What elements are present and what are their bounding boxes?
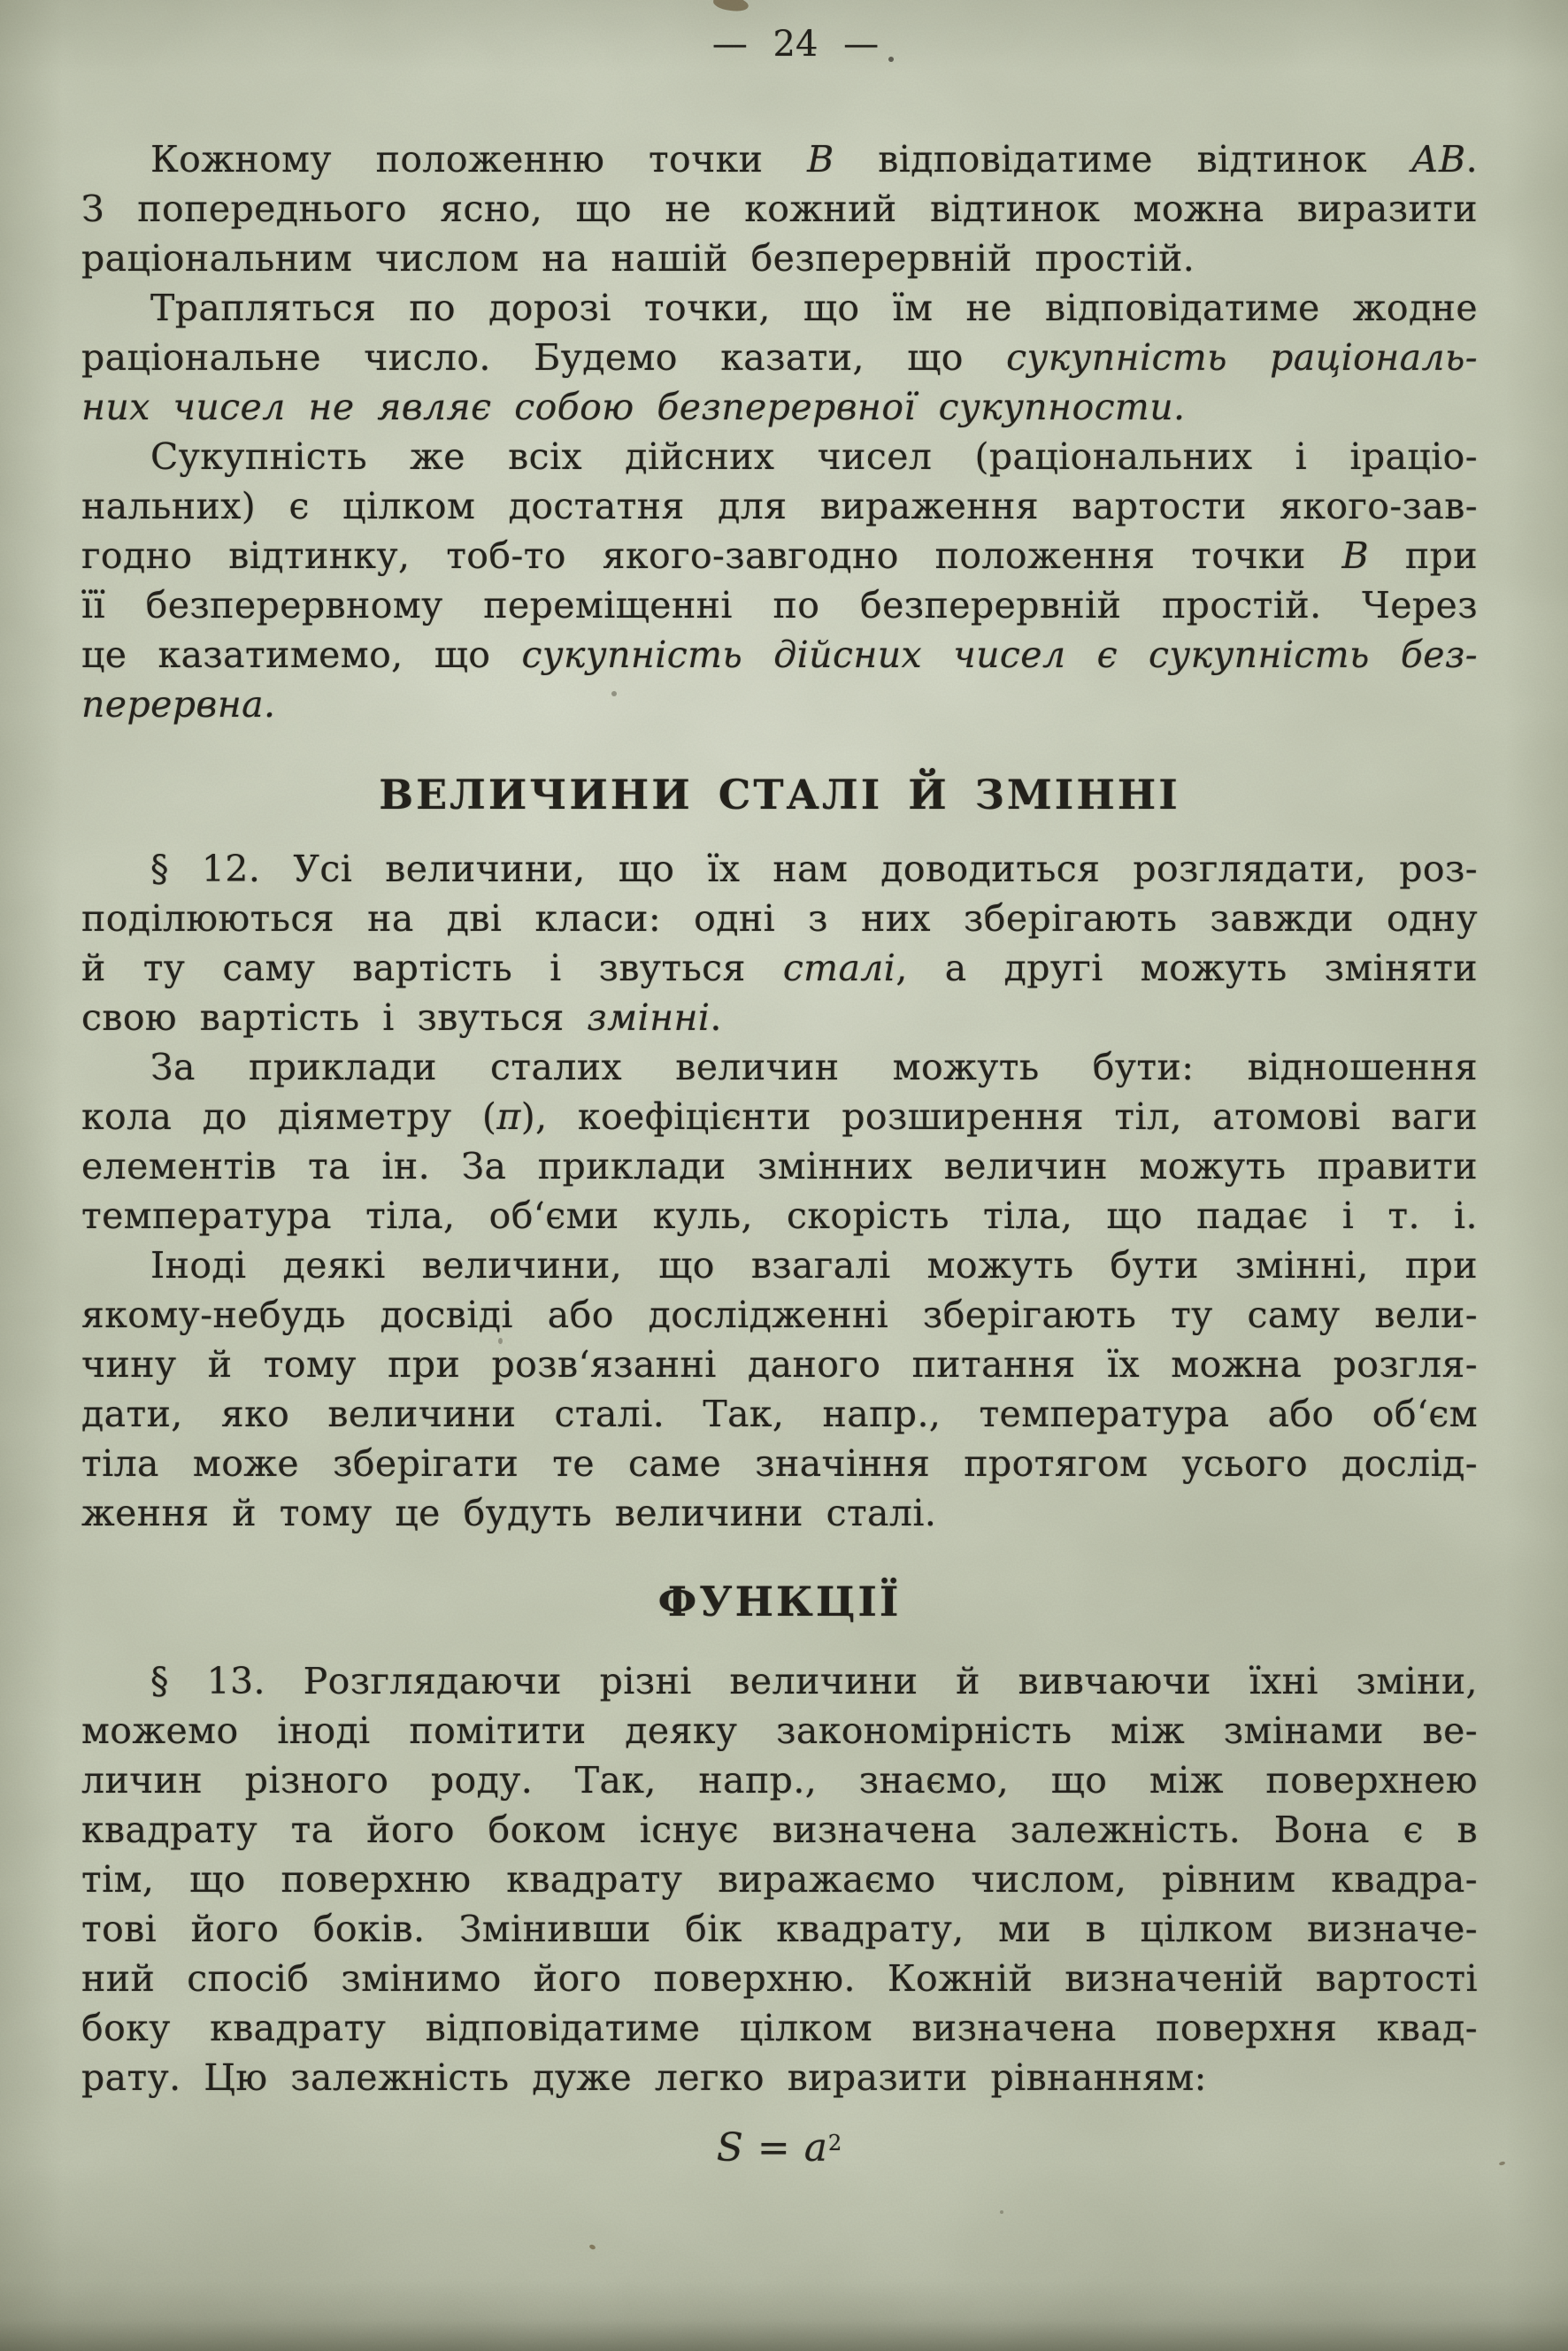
text-line: них чисел не являє собою безперервної сукупности. — [81, 386, 1186, 428]
text-line: тові його боків. Змінивши бік квадрату, ми в цілком визначе- — [81, 1908, 1478, 1950]
page-text — [81, 134, 1478, 2178]
text-line: кола до діяметру (π), коефіцієнти розширення тіл, атомові ваги — [81, 1095, 1478, 1138]
text-line: й ту саму вартість і звуться сталі, а другі можуть зміняти — [81, 947, 1478, 989]
text-line: Трапляться по дорозі точки, що їм не відповідатиме жодне — [150, 287, 1478, 329]
text-line: боку квадрату відповідатиме цілком визначена поверхня квад- — [81, 2007, 1478, 2049]
text-line: елементів та ін. За приклади змінних величин можуть правити — [81, 1145, 1478, 1187]
text-line: ний спосіб змінимо його поверхню. Кожній визначеній вартості — [81, 1957, 1478, 2000]
text-line: Кожному положенню точки В відповідатиме відтинок АВ. — [150, 138, 1479, 181]
paragraph — [81, 432, 1478, 729]
section-heading-functions: ФУНКЦІЇ — [657, 1578, 902, 1625]
text-line: свою вартість і звуться змінні. — [81, 996, 722, 1039]
text-line: квадрату та його боком існує визначена залежність. Вона є в — [81, 1809, 1478, 1851]
text-line: чину й тому при розв‘язанні даного питання їх можна розгля- — [81, 1343, 1478, 1386]
ink-speck — [888, 57, 894, 62]
text-line: Сукупність же всіх дійсних чисел (раціональних і іраціо- — [150, 435, 1478, 478]
text-line: тіла може зберігати те саме значіння протягом усього дослід- — [81, 1442, 1478, 1485]
text-line: Іноді деякі величини, що взагалі можуть бути змінні, при — [150, 1244, 1478, 1287]
text-line: годно відтинку, тоб-то якого-завгодно положення точки В при — [81, 534, 1478, 577]
text-line: дати, яко величини сталі. Так, напр., температура або об‘єм — [81, 1393, 1478, 1435]
section-heading-constants: ВЕЛИЧИНИ СТАЛІ Й ЗМІННІ — [379, 771, 1180, 818]
paper-speck — [1499, 2161, 1506, 2166]
formula-s-equals-a-squared: $S = a^2$ — [716, 2125, 843, 2170]
paragraph — [81, 134, 1478, 283]
text-line: це казатимемо, що сукупність дійсних чисел є сукупність без- — [81, 634, 1478, 676]
paper-speck — [712, 0, 749, 13]
text-line: якому-небудь досвіді або дослідженні зберігають ту саму вели- — [81, 1294, 1478, 1336]
text-line: З попереднього ясно, що не кожний відтинок можна виразити — [81, 188, 1478, 230]
paragraph — [81, 1042, 1478, 1241]
text-line: § 13. Розглядаючи різні величини й вивчаючи їхні зміни, — [150, 1660, 1478, 1702]
text-line: температура тіла, об‘єми куль, скорість тіла, що падає і т. і. — [81, 1195, 1478, 1237]
text-line: тім, що поверхню квадрату виражаємо числом, рівним квадра- — [81, 1858, 1478, 1901]
page-number: — 24 — — [711, 24, 880, 65]
paragraph — [81, 283, 1478, 432]
text-line: нальних) є цілком достатня для вираження вартости якого-зав- — [81, 485, 1478, 527]
text-line: поділюються на дві класи: одні з них зберігають завжди одну — [81, 897, 1478, 940]
text-line: ження й тому це будуть величини сталі. — [81, 1492, 937, 1534]
text-line: рату. Цю залежність дуже легко виразити рівнанням: — [81, 2056, 1207, 2099]
text-line: За приклади сталих величин можуть бути: відношення — [150, 1046, 1478, 1088]
text-line: § 12. Усі величини, що їх нам доводиться розглядати, роз- — [150, 848, 1478, 890]
paper-speck — [1000, 2210, 1003, 2214]
text-line: личин різного роду. Так, напр., знаємо, що між поверхнею — [81, 1759, 1478, 1802]
paragraph — [81, 1241, 1478, 1538]
text-line: її безперервному переміщенні по безперервній простій. Через — [81, 584, 1478, 626]
text-line: можемо іноді помітити деяку закономірність між змінами ве- — [81, 1709, 1478, 1752]
text-line: перервна. — [81, 683, 276, 726]
text-line: раціональним числом на нашій безперервній простій. — [81, 237, 1195, 280]
paragraph — [81, 844, 1478, 1042]
paragraph — [81, 1656, 1478, 2102]
text-line: раціональне число. Будемо казати, що сукупність раціональ- — [81, 336, 1478, 379]
paper-speck — [588, 2244, 596, 2250]
